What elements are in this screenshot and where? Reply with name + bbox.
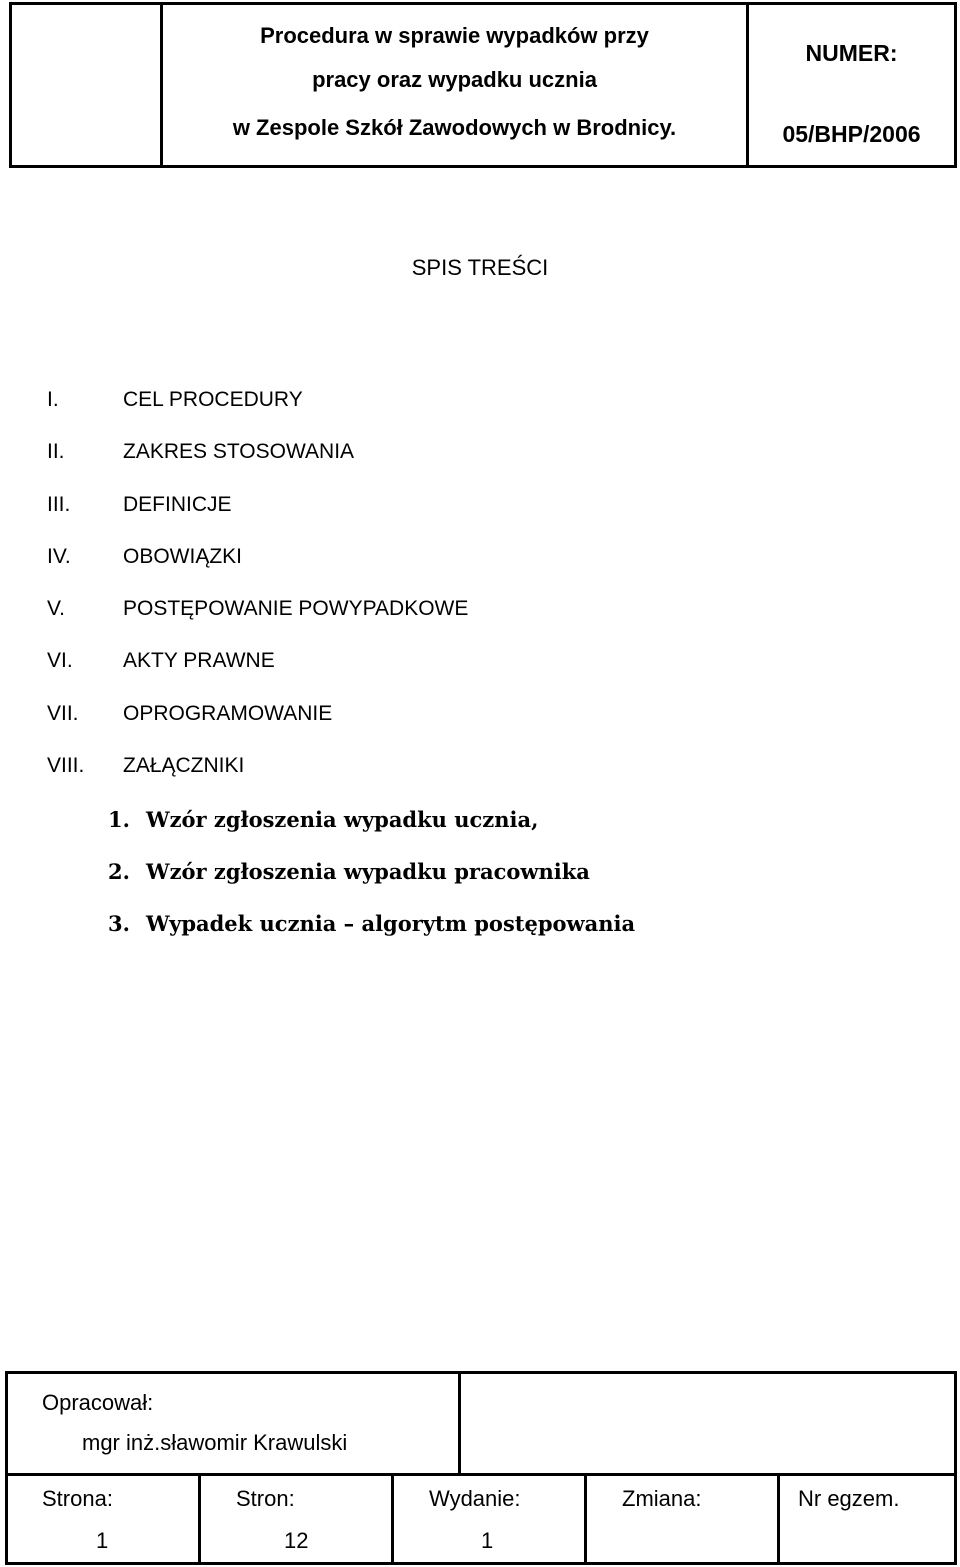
toc-item-label: AKTY PRAWNE [123,649,275,672]
toc-item-number: IV. [47,545,71,568]
header-number-cell [749,5,954,165]
toc-item-number: V. [47,597,65,620]
footer-info-row [5,1473,957,1565]
toc-item-label: OPROGRAMOWANIE [123,702,333,725]
attachment-number: 3. [108,911,130,936]
attachment-number: 2. [108,859,130,884]
header-title-line-3: w Zespole Szkół Zawodowych w Brodnicy. [232,115,677,140]
toc-item-label: ZAKRES STOSOWANIA [123,440,355,463]
copy-number-label: Nr egzem. [798,1486,900,1511]
copy-number-cell [780,1476,954,1562]
header-title-cell [163,5,749,165]
toc-item-label: OBOWIĄZKI [123,545,243,568]
header-title-line-1: Procedura w sprawie wypadków przy [260,23,649,48]
approval-cell [461,1374,954,1473]
prepared-label: Opracował: [42,1390,154,1415]
toc-item-label: DEFINICJE [123,493,232,516]
edition-cell [394,1476,587,1562]
toc-item-label: POSTĘPOWANIE POWYPADKOWE [123,597,469,620]
toc-title: SPIS TREŚCI [411,255,549,280]
toc-item-number: I. [47,388,59,411]
attachment-item [108,807,538,832]
edition-label: Wydanie: [429,1486,521,1511]
change-cell [587,1476,780,1562]
prepared-cell [8,1374,461,1473]
number-label: NUMER: [805,40,898,66]
attachment-item [108,859,590,884]
toc-item-number: VI. [47,649,73,672]
attachment-number: 1. [108,807,130,832]
edition-value: 1 [481,1528,494,1553]
document-header [9,2,957,168]
toc-item-number: VII. [47,702,79,725]
change-label: Zmiana: [622,1486,702,1511]
header-logo-cell [12,5,163,165]
attachment-label: Wypadek ucznia – algorytm postępowania [146,911,636,936]
pages-value: 12 [284,1528,309,1553]
page-cell [8,1476,201,1562]
footer-prepared-row [5,1371,957,1476]
toc-item-number: VIII. [47,754,85,777]
attachment-label: Wzór zgłoszenia wypadku pracownika [146,859,590,884]
page-label: Strona: [42,1486,113,1511]
number-value: 05/BHP/2006 [782,121,921,147]
pages-cell [201,1476,394,1562]
pages-label: Stron: [236,1486,295,1511]
attachment-item [108,911,635,936]
toc-item-label: CEL PROCEDURY [123,388,303,411]
toc-item-number: II. [47,440,65,463]
attachment-label: Wzór zgłoszenia wypadku ucznia, [146,807,539,832]
header-title-line-2: pracy oraz wypadku ucznia [312,67,597,92]
toc-item-label: ZAŁĄCZNIKI [123,754,245,777]
prepared-by: mgr inż.sławomir Krawulski [82,1430,348,1455]
page-value: 1 [96,1528,109,1553]
toc-item-number: III. [47,493,71,516]
